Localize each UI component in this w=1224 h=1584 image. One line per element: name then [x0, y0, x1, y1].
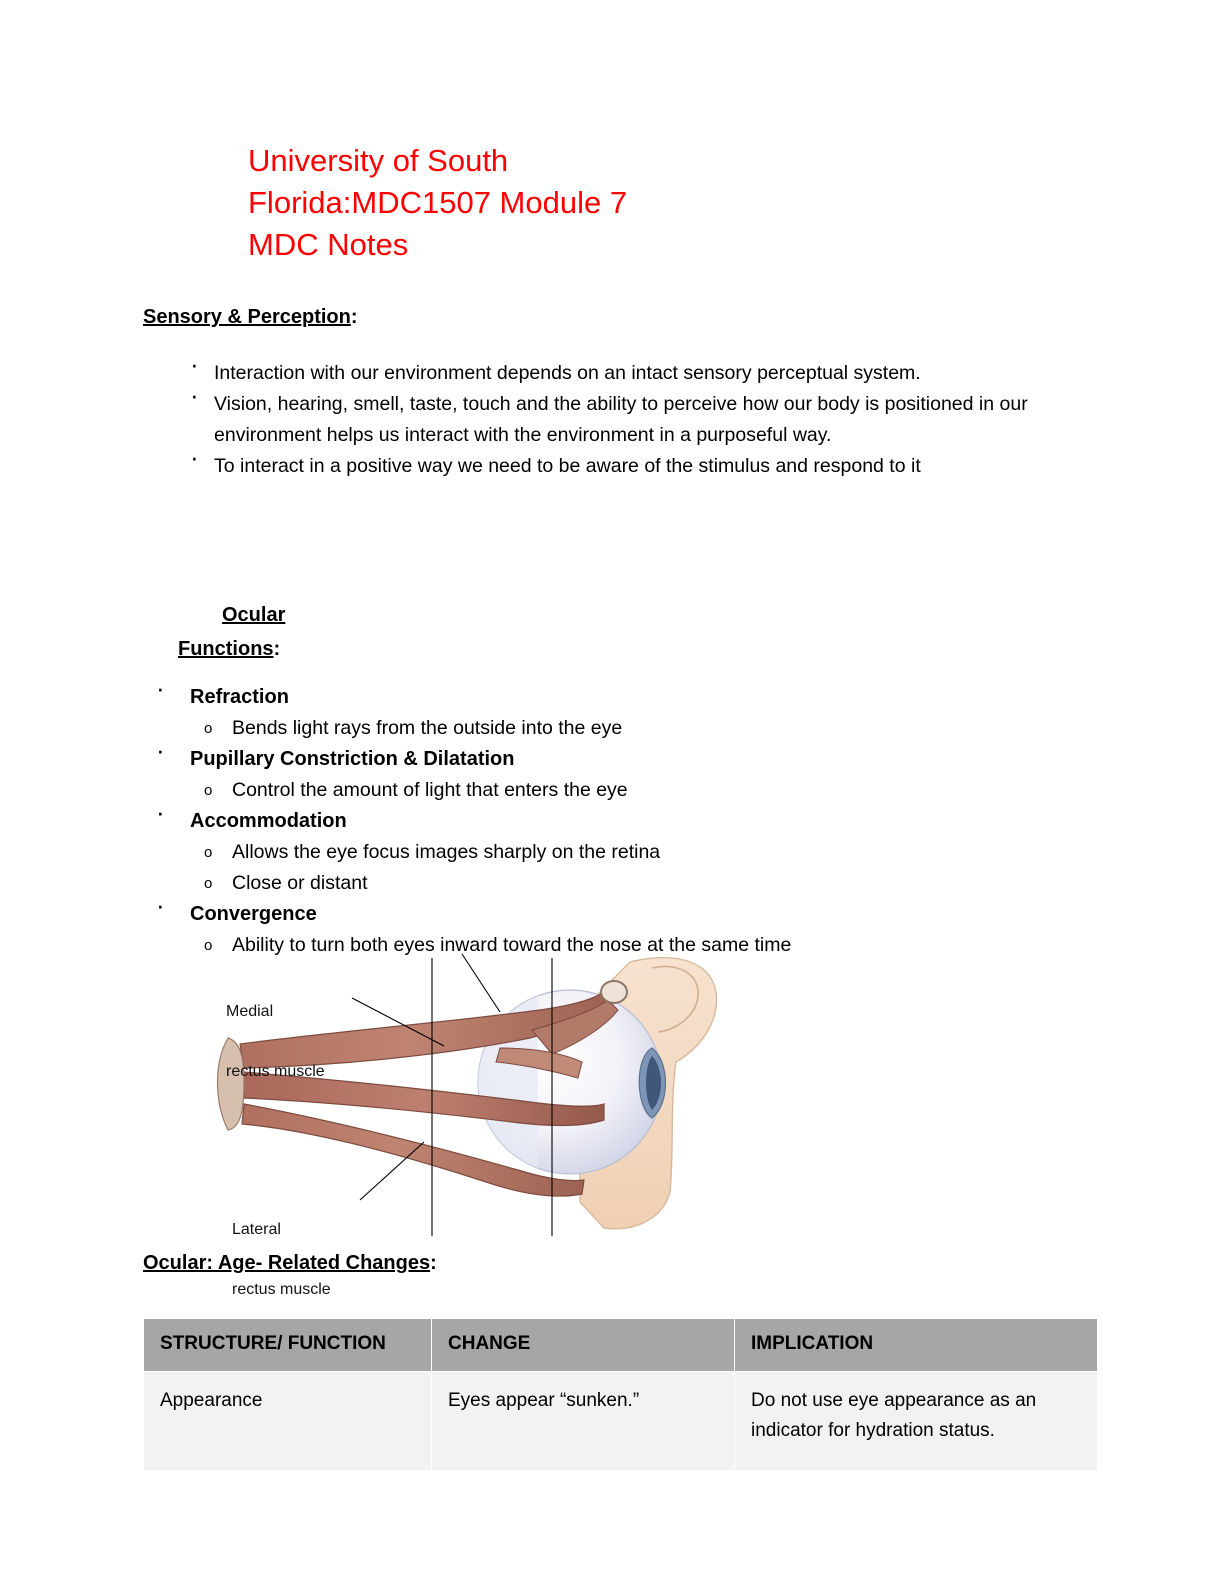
- list-item: · Vision, hearing, smell, taste, touch and the ability to perceive how our body is positioned in our environment helps us interact with the environment in a purposeful way.: [178, 389, 1108, 451]
- title-line-1: University of South: [248, 143, 509, 178]
- cell-structure: Appearance: [144, 1372, 432, 1471]
- table-header: [144, 1319, 1098, 1372]
- figure-label-lateral-line1: Lateral: [232, 1221, 281, 1238]
- list-item: o Bends light rays from the outside into the eye: [190, 713, 1100, 744]
- age-related-changes-heading: [143, 1252, 437, 1275]
- list-item: [150, 806, 1100, 899]
- column-header-structure: [144, 1319, 432, 1372]
- function-sublist: [190, 775, 1100, 806]
- figure-label-medial-line1: Medial: [226, 1003, 274, 1020]
- function-label: Pupillary Constriction & Dilatation: [190, 748, 515, 770]
- column-header-change: CHANGE: [432, 1319, 735, 1372]
- list-item: o Close or distant: [190, 868, 1100, 899]
- figure-label-medial: [226, 962, 325, 1122]
- column-header-structure-text: STRUCTURE/ FUNCTION: [160, 1333, 386, 1354]
- sensory-perception-heading: [143, 306, 358, 329]
- trochlea: [601, 981, 627, 1003]
- function-sublist: [190, 837, 1100, 899]
- function-label: Accommodation: [190, 810, 347, 832]
- ocular-functions-heading: [178, 598, 678, 666]
- function-label: Convergence: [190, 903, 317, 925]
- list-item: o Ability to turn both eyes inward toward the nose at the same time: [190, 930, 1100, 961]
- leader-line-top: [462, 954, 500, 1012]
- sensory-perception-heading-colon: :: [350, 306, 358, 328]
- cell-change: Eyes appear “sunken.”: [432, 1372, 735, 1471]
- ocular-functions-bullets: [150, 682, 1100, 961]
- age-related-changes-table: [143, 1318, 1098, 1471]
- title-line-2: Florida:MDC1507 Module 7: [248, 185, 628, 220]
- age-related-heading-colon: :: [430, 1252, 437, 1274]
- function-label: Refraction: [190, 686, 289, 708]
- list-item: o Allows the eye focus images sharply on the retina: [190, 837, 1100, 868]
- table-row: [144, 1372, 1098, 1471]
- figure-label-lateral-line2: rectus muscle: [232, 1281, 331, 1298]
- list-item: o Control the amount of light that enters the eye: [190, 775, 1100, 806]
- cell-implication: Do not use eye appearance as an indicator for hydration status.: [735, 1372, 1098, 1471]
- table-body: [144, 1372, 1098, 1471]
- functions-heading-word: Functions: [178, 638, 274, 660]
- ocular-heading-word: Ocular: [222, 604, 286, 626]
- ocular-functions-list: [150, 682, 1100, 961]
- functions-heading-colon: :: [273, 638, 281, 660]
- sensory-bullet-list: [178, 358, 1108, 482]
- function-sublist: [190, 713, 1100, 744]
- table-header-row: [144, 1319, 1098, 1372]
- list-item: · Interaction with our environment depends on an intact sensory perceptual system.: [178, 358, 1108, 389]
- sensory-perception-list: [178, 358, 1108, 482]
- age-related-heading-text: Ocular: Age- Related Changes: [143, 1252, 431, 1274]
- sensory-perception-heading-text: Sensory & Perception: [143, 306, 351, 328]
- list-item: · To interact in a positive way we need to be aware of the stimulus and respond to it: [178, 451, 1108, 482]
- figure-label-medial-line2: rectus muscle: [226, 1063, 325, 1080]
- list-item: [150, 744, 1100, 806]
- title-line-3: MDC Notes: [248, 227, 409, 262]
- column-header-implication: IMPLICATION: [735, 1319, 1098, 1372]
- document-title: [248, 140, 948, 266]
- list-item: [150, 682, 1100, 744]
